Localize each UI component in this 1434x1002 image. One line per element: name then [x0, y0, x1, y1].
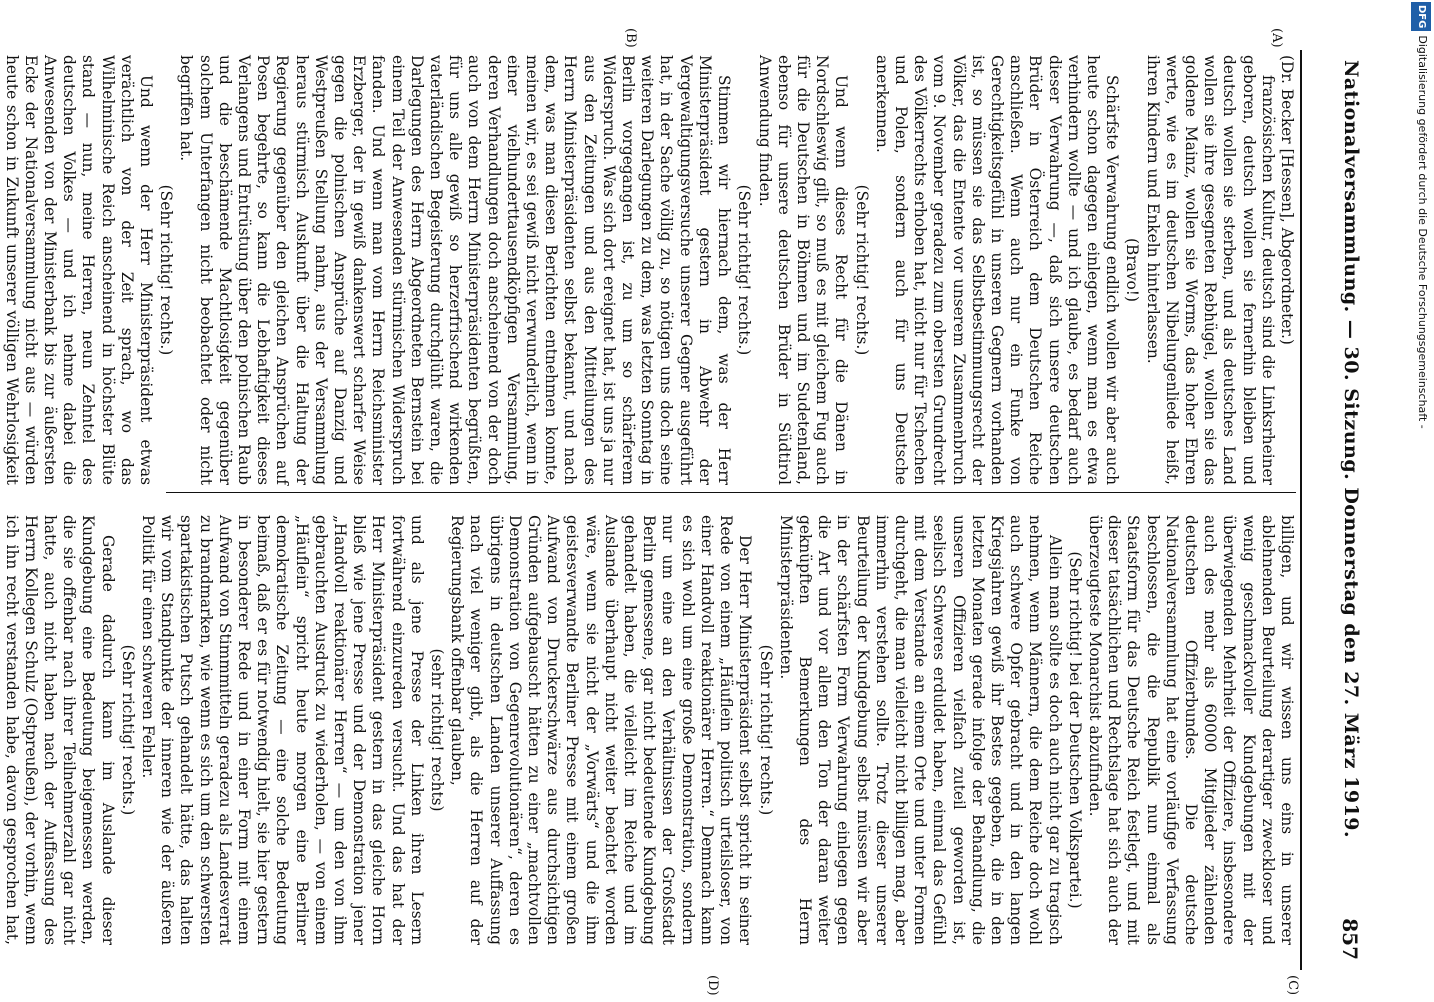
margin-marker-b: (B): [623, 28, 638, 48]
dfg-credit: [1410, 0, 1434, 1000]
reaction: (Sehr richtig! rechts.): [157, 184, 176, 356]
paragraph: französischen Kultur, deutsch sind die Linksrheiner geboren, deutsch wollen sie fernerhin bleiben und deutsch wollen sie sterben, und als deutsches Land wollen sie ihre gesegneten Rebhügel, wollen sie das goldene Mainz, wollen sie Worms, das hoher Ehren werte, wie es im deutschen Nibelungenliede heißt, ihren Kindern und Enkeln hinterlassen.: [1143, 55, 1277, 485]
margin-marker-d: (D): [705, 975, 720, 996]
left-column: [2, 55, 1296, 485]
reaction: (Sehr richtig! rechts.): [118, 644, 137, 816]
paragraph: Stimmen wir hiernach dem, was der Herr Ministerpräsident gestern in Abwehr der Vergewaltigungsversuche unserer Gegner ausgeführt hat, in der Sache völlig zu, so nötigen uns doch seine weiteren Darlegungen zu dem, was letzten Sonntag in Berlin vorgegangen ist, zu um so schärferem Widerspruch. Was sich dort ereignet hat, ist uns ja nur aus den Zeitungen und aus den Mitteilungen des Herrn Ministerpräsidenten selbst bekannt, und nach dem, was man diesen Berichten entnehmen konnte, meinen wir, es sei gewiß nicht verwunderlich, wenn in einer vielhunderttausendköpfigen Versammlung, deren Verhandlungen doch anscheinend von der doch auch von dem Herrn Ministerpräsidenten begrüßten, für uns alle gewiß so herzerfrischend wirkenden vaterländischen Begeisterung durchglüht waren, die Darlegungen des Herrn Abgeordneten Bernstein bei einem Teil der Anwesenden stürmischen Widerspruch fanden. Und wenn man vom Herrn Reichsminister Erzberger, der in gewiß dankenswert scharfer Weise gegen die polnischen Ansprüche auf Danzig und Westpreußen Stellung nahm, aus der Versammlung heraus stürmisch Auskunft über die Haltung der Regierung gegenüber den gleichen Ansprüchen auf Posen begehrte, so kann die Lebhaftigkeit dieses Verlangens und Entrüstung über den polnischen Raub und die beschämende Machtlosigkeit gegenüber solchem Unterfangen nicht beobachtet oder nicht begriffen hat.: [177, 55, 734, 485]
header-rule: [1300, 50, 1302, 970]
paragraph: billigen, und wir wissen uns eins in unserer ablehnenden Beurteilung derartiger zweckloser und wenig geschmackvoller Kundgebungen mit der überwiegenden Mehrheit der Offiziere, insbesondere auch des mehr als 60000 Mitglieder zählenden deutschen Offizierbundes. Die deutsche Nationalversammlung hat eine vorläufige Verfassung beschlossen, die die Republik nun einmal als Staatsform für das Deutsche Reich festlegt, und mit dieser tatsächlichen und Rechtslage hat sich auch der überzeugteste Monarchist abzufinden.: [1085, 515, 1296, 945]
paragraph: Allein man sollte es doch auch nicht gar zu tragisch nehmen, wenn Männern, die dem Reiche doch wohl auch schwere Opfer gebracht und in den langen Kriegsjahren gewiß ihr Bestes gegeben, die in den letzten Monaten gerade infolge der Behandlung, die unseren Offizieren vielfach zuteil geworden ist, seelisch Schweres erduldet haben, einmal das Gefühl mit dem Verstande an einem Orte und unter Formen durchgeht, die man vielleicht nicht billigen mag, aber immerhin verstehen sollte. Trotz dieser unserer Beurteilung der Kundgebung selbst müssen wir aber in der schärfsten Form Verwahrung einlegen gegen die Art und vor allem den Ton der daran weiter geknüpften Bemerkungen des Herrn Ministerpräsidenten.: [776, 515, 1064, 945]
paragraph: Schärfste Verwahrung endlich wollen wir aber auch heute schon dagegen einlegen, wenn man es etwa verhindern wollte — und ich glaube, es bedarf auch dieser Verwahrung —, daß sich unsere deutschen Brüder in Österreich dem Deutschen Reiche anschließen. Wenn auch nur ein Funke von Gerechtigkeitsgefühl in unseren Gegnern vorhanden ist, so müssen sie das Selbstbestimmungsrecht der Völker, das die Entente vor unserem Zusammenbruch vom 9. November geradezu zum obersten Grundrecht des Völkerrechts erhoben hat, nicht nur für Tschechen und Polen, sondern auch für uns Deutsche anerkennen.: [872, 55, 1122, 485]
paragraph: Und wenn dieses Recht für die Dänen in Nordschleswig gilt, so muß es mit gleichem Fug auch für die Deutschen in Böhmen und im Sudetenland, ebenso für unsere deutschen Brüder in Südtirol Anwendung finden.: [755, 55, 851, 485]
margin-marker-c: (C): [1285, 975, 1300, 996]
paragraph: und als jene Presse der Linken ihren Lesern fortwährend einzureden versucht. Und das hat der Herr Ministerpräsident gestern in das gleiche Horn bließ wie jene Presse und der Demonstration jener „Handvoll reaktionärer Herren“ — um den von ihm gebrauchten Ausdruck zu wiederholen, — von einem „Häuflein“ spricht heute morgen eine Berliner demokratische Zeitung — eine solche Bedeutung beimaß, daß er es für notwendig hielt, sie hier gestern in besonderer Rede und in einer Form mit einem Aufwand von Stimmmitteln geradezu als Landesverrat zu brandmarken, wie wenn es sich um den schwersten spartakistischen Putsch gehandelt hätte, das halten wir vom Standpunkte der inneren wie der äußeren Politik für einen schweren Fehler.: [139, 515, 426, 945]
reaction: (sehr richtig! rechts): [428, 648, 447, 812]
credit-label: Digitalisierung gefördert durch die Deutsche Forschungsgemeinschaft -: [1416, 35, 1429, 429]
column-divider: [166, 492, 1296, 493]
reaction: (Sehr richtig! rechts.): [756, 644, 775, 816]
header-title: Nationalversammlung. — 30. Sitzung. Donnerstag den 27. März 1919.: [1340, 60, 1362, 839]
reaction: (Bravo!): [1123, 238, 1142, 302]
page-header: [1312, 0, 1362, 1000]
dfg-logo: DFG: [1411, 2, 1431, 31]
speaker-line: (Dr. Becker [Hessen], Abgeordneter.): [1278, 55, 1296, 345]
paragraph: Der Herr Ministerpräsident selbst spricht in seiner Rede von einem „Häuflein politisch urteilsloser, von einer Handvoll reaktionärer Herren.“ Demnach kann es sich wohl um eine große Demonstration, sondern nur um eine an den Verhältnissen der Großstadt Berlin gemessene, gar nicht bedeutende Kundgebung gehandelt haben, die vielleicht im Reiche und im Auslande überhaupt nicht weiter beachtet worden wäre, wenn sie nicht der „Vorwärts“ und die ihm geistesverwandte Berliner Presse mit einem großen Aufwand von Druckerschwärze aus durchsichtigen Gründen aufgebauscht hätten zu einer „machtvollen Demonstration von Gegenrevolutionären“, deren es übrigens in deutschen Landen unserer Auffassung nach viel weniger gibt, als die Herren auf der Regierungsbank offenbar glauben,: [448, 515, 755, 945]
page-number: 857: [1338, 918, 1362, 960]
dfg-credit-text: [1408, 2, 1432, 1002]
paragraph: Und wenn der Herr Ministerpräsident etwas verächtlich von der Zeit sprach, wo das Wilhelminische Reich anscheinend in höchster Blüte stand — nun, meine Herren, neun Zehntel des deutschen Volkes — und ich nehme dabei die Anwesenden von der Ministerbank bis zur äußersten Ecke der Nationalversammlung nicht aus — würden heute schon in Zukunft unserer völligen Wehrlosigkeit: [2, 55, 156, 485]
reaction: (Sehr richtig! rechts.): [735, 184, 754, 356]
reaction: (Sehr richtig! bei der Deutschen Volkspartei.): [1065, 551, 1084, 909]
margin-marker-a: (A): [1269, 28, 1284, 48]
paragraph: Gerade dadurch kann im Auslande dieser Kundgebung eine Bedeutung beigemessen werden, die sie offenbar nach ihrer Teilnehmerzahl gar nicht hatte, auch nicht haben nach der Auffassung des Herrn Kollegen Schulz (Ostpreußen), der vorhin, wenn ich ihn recht verstanden habe, davon gesprochen hat,: [2, 515, 117, 945]
right-column: [2, 515, 1296, 945]
reaction: (Sehr richtig! rechts.): [852, 184, 871, 356]
